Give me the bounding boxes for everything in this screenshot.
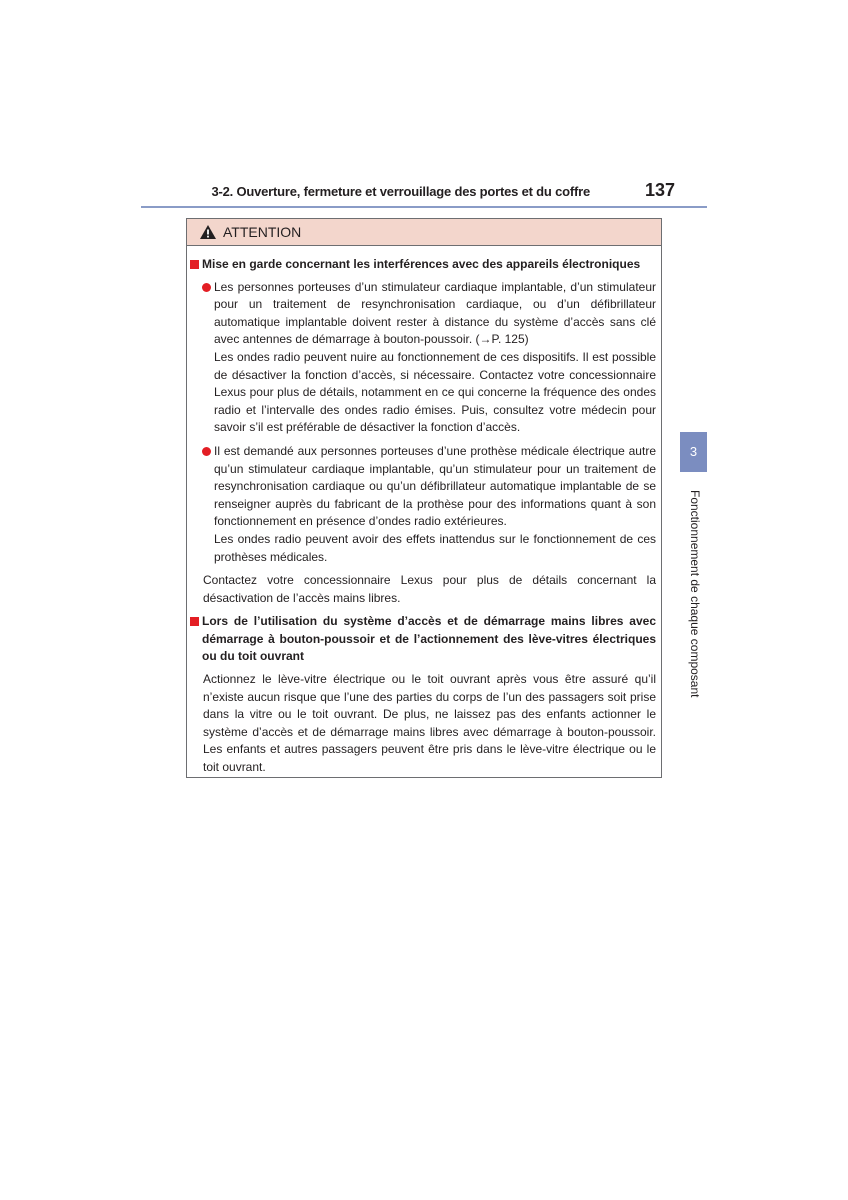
square-bullet-icon bbox=[190, 617, 199, 626]
list-item bbox=[202, 279, 656, 437]
warning-triangle-icon bbox=[199, 224, 217, 240]
attention-body bbox=[187, 246, 661, 777]
bullet-continuation: Les ondes radio peuvent avoir des effets inattendus sur le fonctionnement de ces prothèses médicales. bbox=[214, 531, 656, 564]
attention-header bbox=[187, 219, 661, 246]
bullet-text: Il est demandé aux personnes porteuses d’une prothèse médicale électrique autre qu’un stimulateur cardiaque implantable, qu’un stimulateur pour un traitement de resynchronisation cardiaque ou qu’un défibrillateur automatique implantable de se renseigner auprès du fabricant de la prothèse pour des informations quant à son fonctionnement en présence d’ondes radio extérieures. bbox=[214, 443, 656, 529]
chapter-side-label: Fonctionnement de chaque composant bbox=[688, 490, 702, 698]
round-bullet-icon bbox=[202, 283, 211, 292]
list-item-text bbox=[214, 279, 656, 437]
closing-paragraph: Contactez votre concessionnaire Lexus pour plus de détails concernant la désactivation de l’accès mains libres. bbox=[203, 573, 656, 605]
list-item-text bbox=[214, 443, 656, 566]
square-bullet-icon bbox=[190, 260, 199, 269]
section-heading-text: Mise en garde concernant les interférences avec des appareils électroniques bbox=[202, 257, 641, 271]
body-paragraph: Actionnez le lève-vitre électrique ou le toit ouvrant après vous être assuré qu’il n’existe aucun risque que l’une des parties du corps de l’un des passagers soit prise dans la vitre ou le toit ouvrant. De plus, ne laissez pas des enfants actionner le système d’accès et de démarrage mains libres avec démarrage à bouton-poussoir. Les enfants et autres passagers peuvent être pris dans le lève-vitre électrique ou le toit ouvrant. bbox=[203, 672, 656, 775]
section-title: 3-2. Ouverture, fermeture et verrouillage des portes et du coffre bbox=[211, 184, 590, 199]
page-number: 137 bbox=[645, 180, 676, 200]
round-bullet-icon bbox=[202, 447, 211, 456]
chapter-tab: 3 bbox=[680, 432, 707, 472]
attention-title: ATTENTION bbox=[223, 224, 302, 240]
section-heading bbox=[190, 256, 656, 274]
attention-box bbox=[186, 218, 662, 778]
section-heading-text: Lors de l’utilisation du système d’accès et de démarrage mains libres avec démarrage à bouton-poussoir et de l’actionnement des lève-vitres électriques ou du toit ouvrant bbox=[202, 614, 656, 664]
bullet-text: Les personnes porteuses d’un stimulateur cardiaque implantable, d’un stimulateur pour un traitement de resynchronisation cardiaque, ou d’un défibrillateur automatique implantable doivent rester à distance du système d’accès sans clé avec antennes de démarrage à bouton-poussoir. (→P. 125) bbox=[214, 279, 656, 347]
bullet-continuation: Les ondes radio peuvent nuire au fonctionnement de ces dispositifs. Il est possible de désactiver la fonction d’accès, si nécessaire. Contactez votre concessionnaire Lexus pour plus de détails, notamment en ce qui concerne la fréquence des ondes radio et l’intervalle des ondes radio émises. Puis, consultez votre médecin pour savoir s’il est préférable de désactiver la fonction d’accès. bbox=[214, 349, 656, 435]
section-heading bbox=[190, 613, 656, 666]
header-rule bbox=[141, 206, 707, 208]
list-item bbox=[202, 443, 656, 566]
